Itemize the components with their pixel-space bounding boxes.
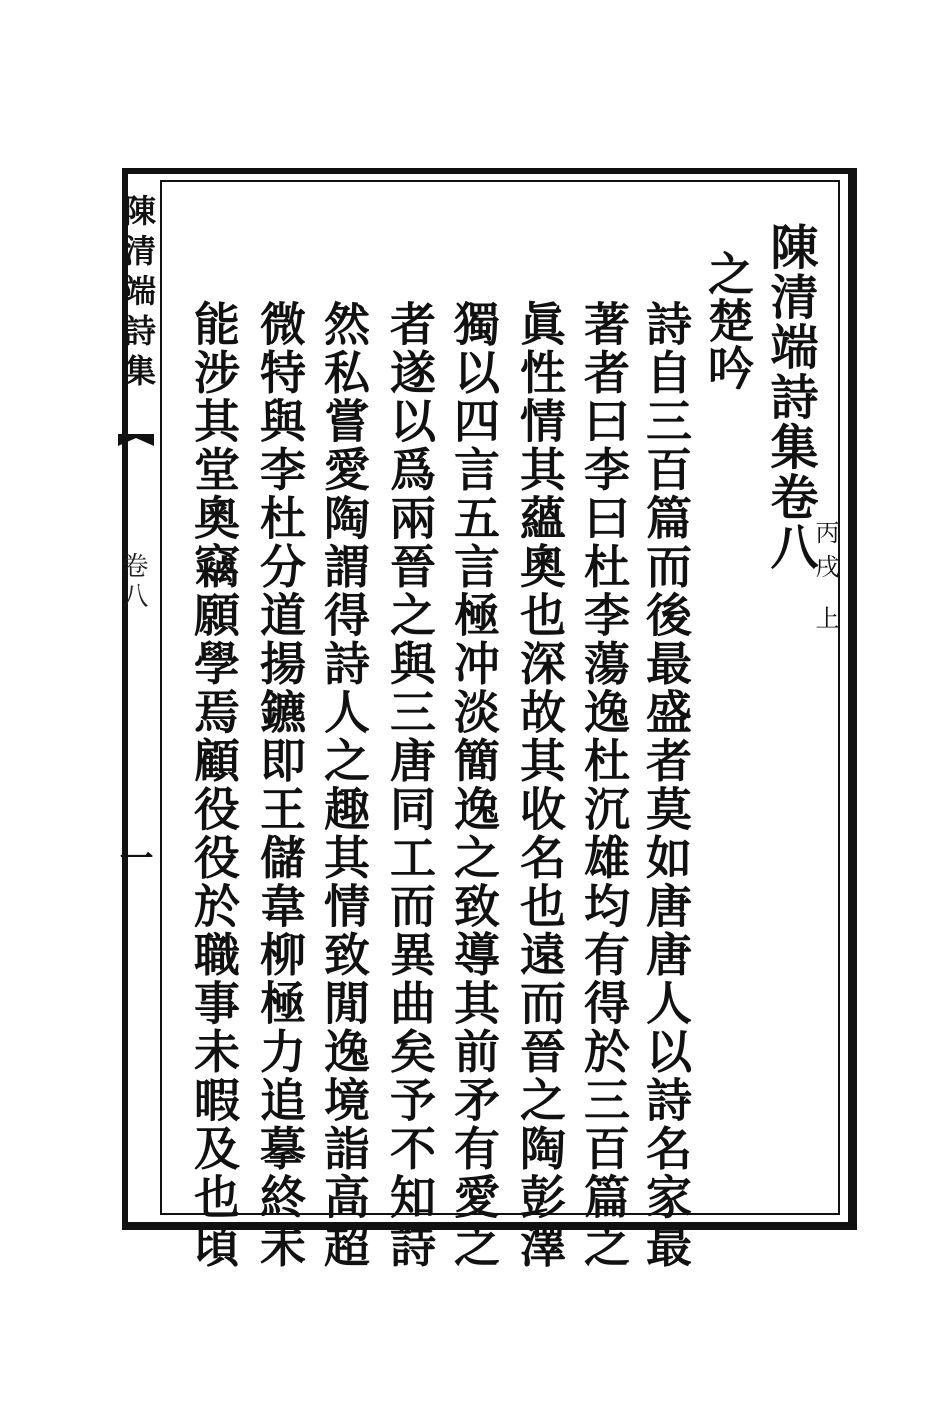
text-column: 詩自三百篇而後最盛者莫如唐唐人以詩名家最 (639, 300, 693, 1270)
spine-title: 陳清端詩集 (119, 194, 157, 394)
section-heading: 之楚吟 (701, 250, 755, 391)
text-column: 能涉其堂奧竊願學焉顧役役於職事未暇及也頃 (187, 300, 241, 1270)
page-border-right-rule (848, 168, 857, 1230)
text-column: 然私嘗愛陶謂得詩人之趣其情致閒逸境詣高超 (317, 300, 371, 1270)
collection-title: 陳清端詩集卷八 (762, 222, 818, 572)
fishtail-ornament-icon (118, 434, 154, 446)
spine-column (112, 190, 158, 1210)
page-border-top-rule (122, 168, 855, 171)
text-column: 眞性情其蘊奧也深故其收名也遠而晉之陶彭澤 (513, 300, 567, 1270)
text-column: 著者曰李曰杜李蕩逸杜沉雄均有得於三百篇之 (577, 300, 631, 1270)
collection-subtitle: 丙戌 上 (811, 520, 839, 640)
text-column: 者遂以爲兩晉之與三唐同工而異曲矣予不知詩 (383, 300, 437, 1270)
text-column: 微特與李杜分道揚鑣即王儲韋柳極力追摹終未 (253, 300, 307, 1270)
text-column: 獨以四言五言極冲淡簡逸之致導其前矛有愛之 (447, 300, 501, 1270)
spine-page-number: 一 (113, 840, 153, 874)
spine-volume-label: 卷八 (118, 552, 148, 612)
